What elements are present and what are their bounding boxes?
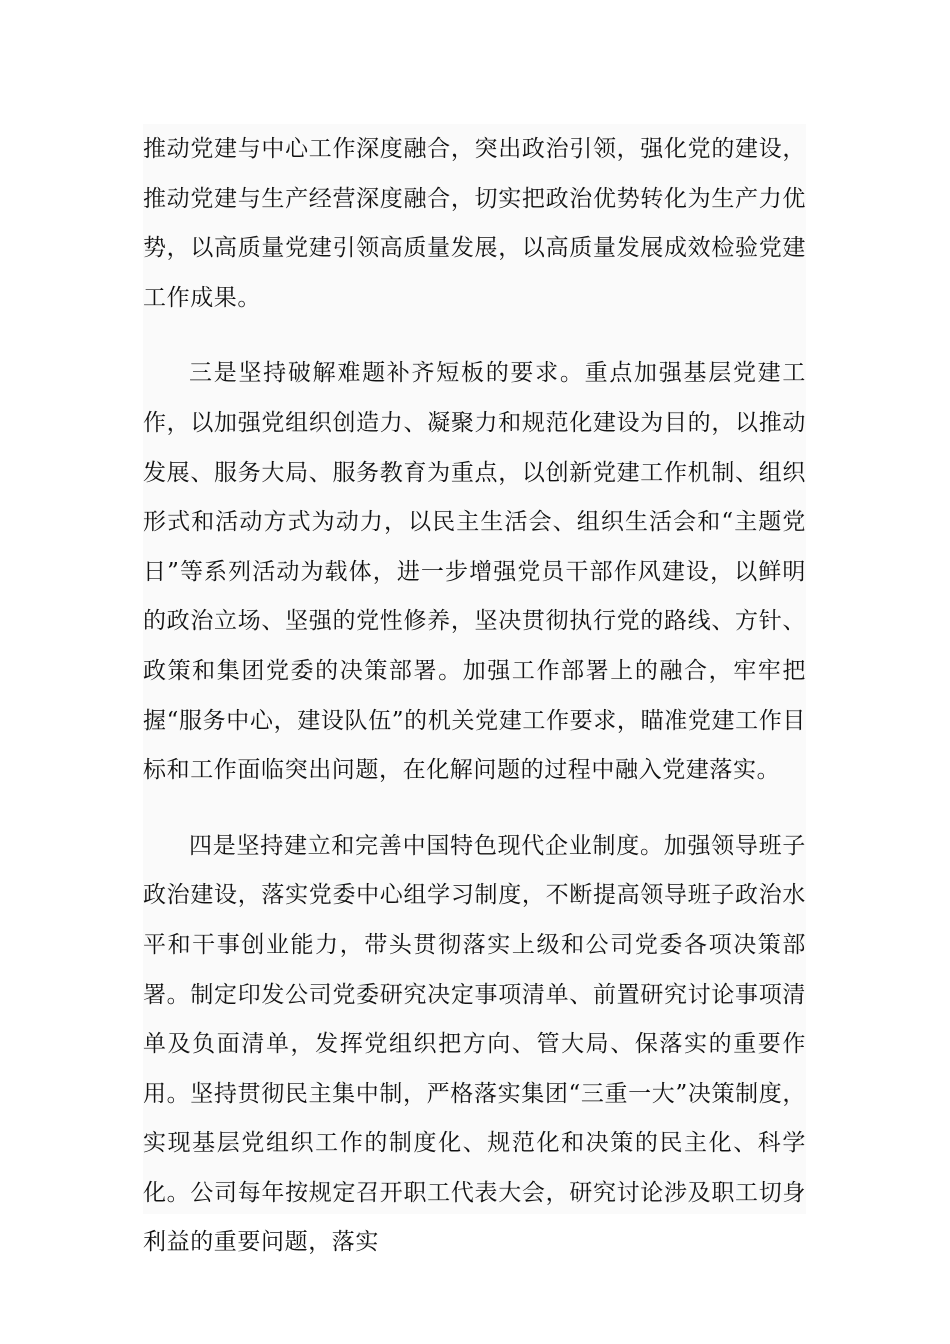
paragraph-item-three: 三是坚持破解难题补齐短板的要求。重点加强基层党建工作，以加强党组织创造力、凝聚力和规范化建设为目的，以推动发展、服务大局、服务教育为重点，以创新党建工作机制、组织形式和活动方式为动力，以民主生活会、组织生活会和“主题党日”等系列活动为载体，进一步增强党员干部作风建设，以鲜明的政治立场、坚强的党性修养，坚决贯彻执行党的路线、方针、政策和集团党委的决策部署。加强工作部署上的融合，牢牢把握“服务中心，建设队伍”的机关党建工作要求，瞄准党建工作目标和工作面临突出问题，在化解问题的过程中融入党建落实。 <box>143 360 806 784</box>
paragraph-item-four: 四是坚持建立和完善中国特色现代企业制度。加强领导班子政治建设，落实党委中心组学习制度，不断提高领导班子政治水平和干事创业能力，带头贯彻落实上级和公司党委各项决策部署。制定印发公司党委研究决定事项清单、前置研究讨论事项清单及负面清单，发挥党组织把方向、管大局、保落实的重要作用。坚持贯彻民主集中制，严格落实集团“三重一大”决策制度，实现基层党组织工作的制度化、规范化和决策的民主化、科学化。公司每年按规定召开职工代表大会，研究讨论涉及职工切身利益的重要问题，落实 <box>143 832 806 1256</box>
document-page-text <box>143 124 806 1256</box>
paragraph-continuation: 推动党建与中心工作深度融合，突出政治引领，强化党的建设，推动党建与生产经营深度融合，切实把政治优势转化为生产力优势，以高质量党建引领高质量发展，以高质量发展成效检验党建工作成果。 <box>143 136 806 311</box>
